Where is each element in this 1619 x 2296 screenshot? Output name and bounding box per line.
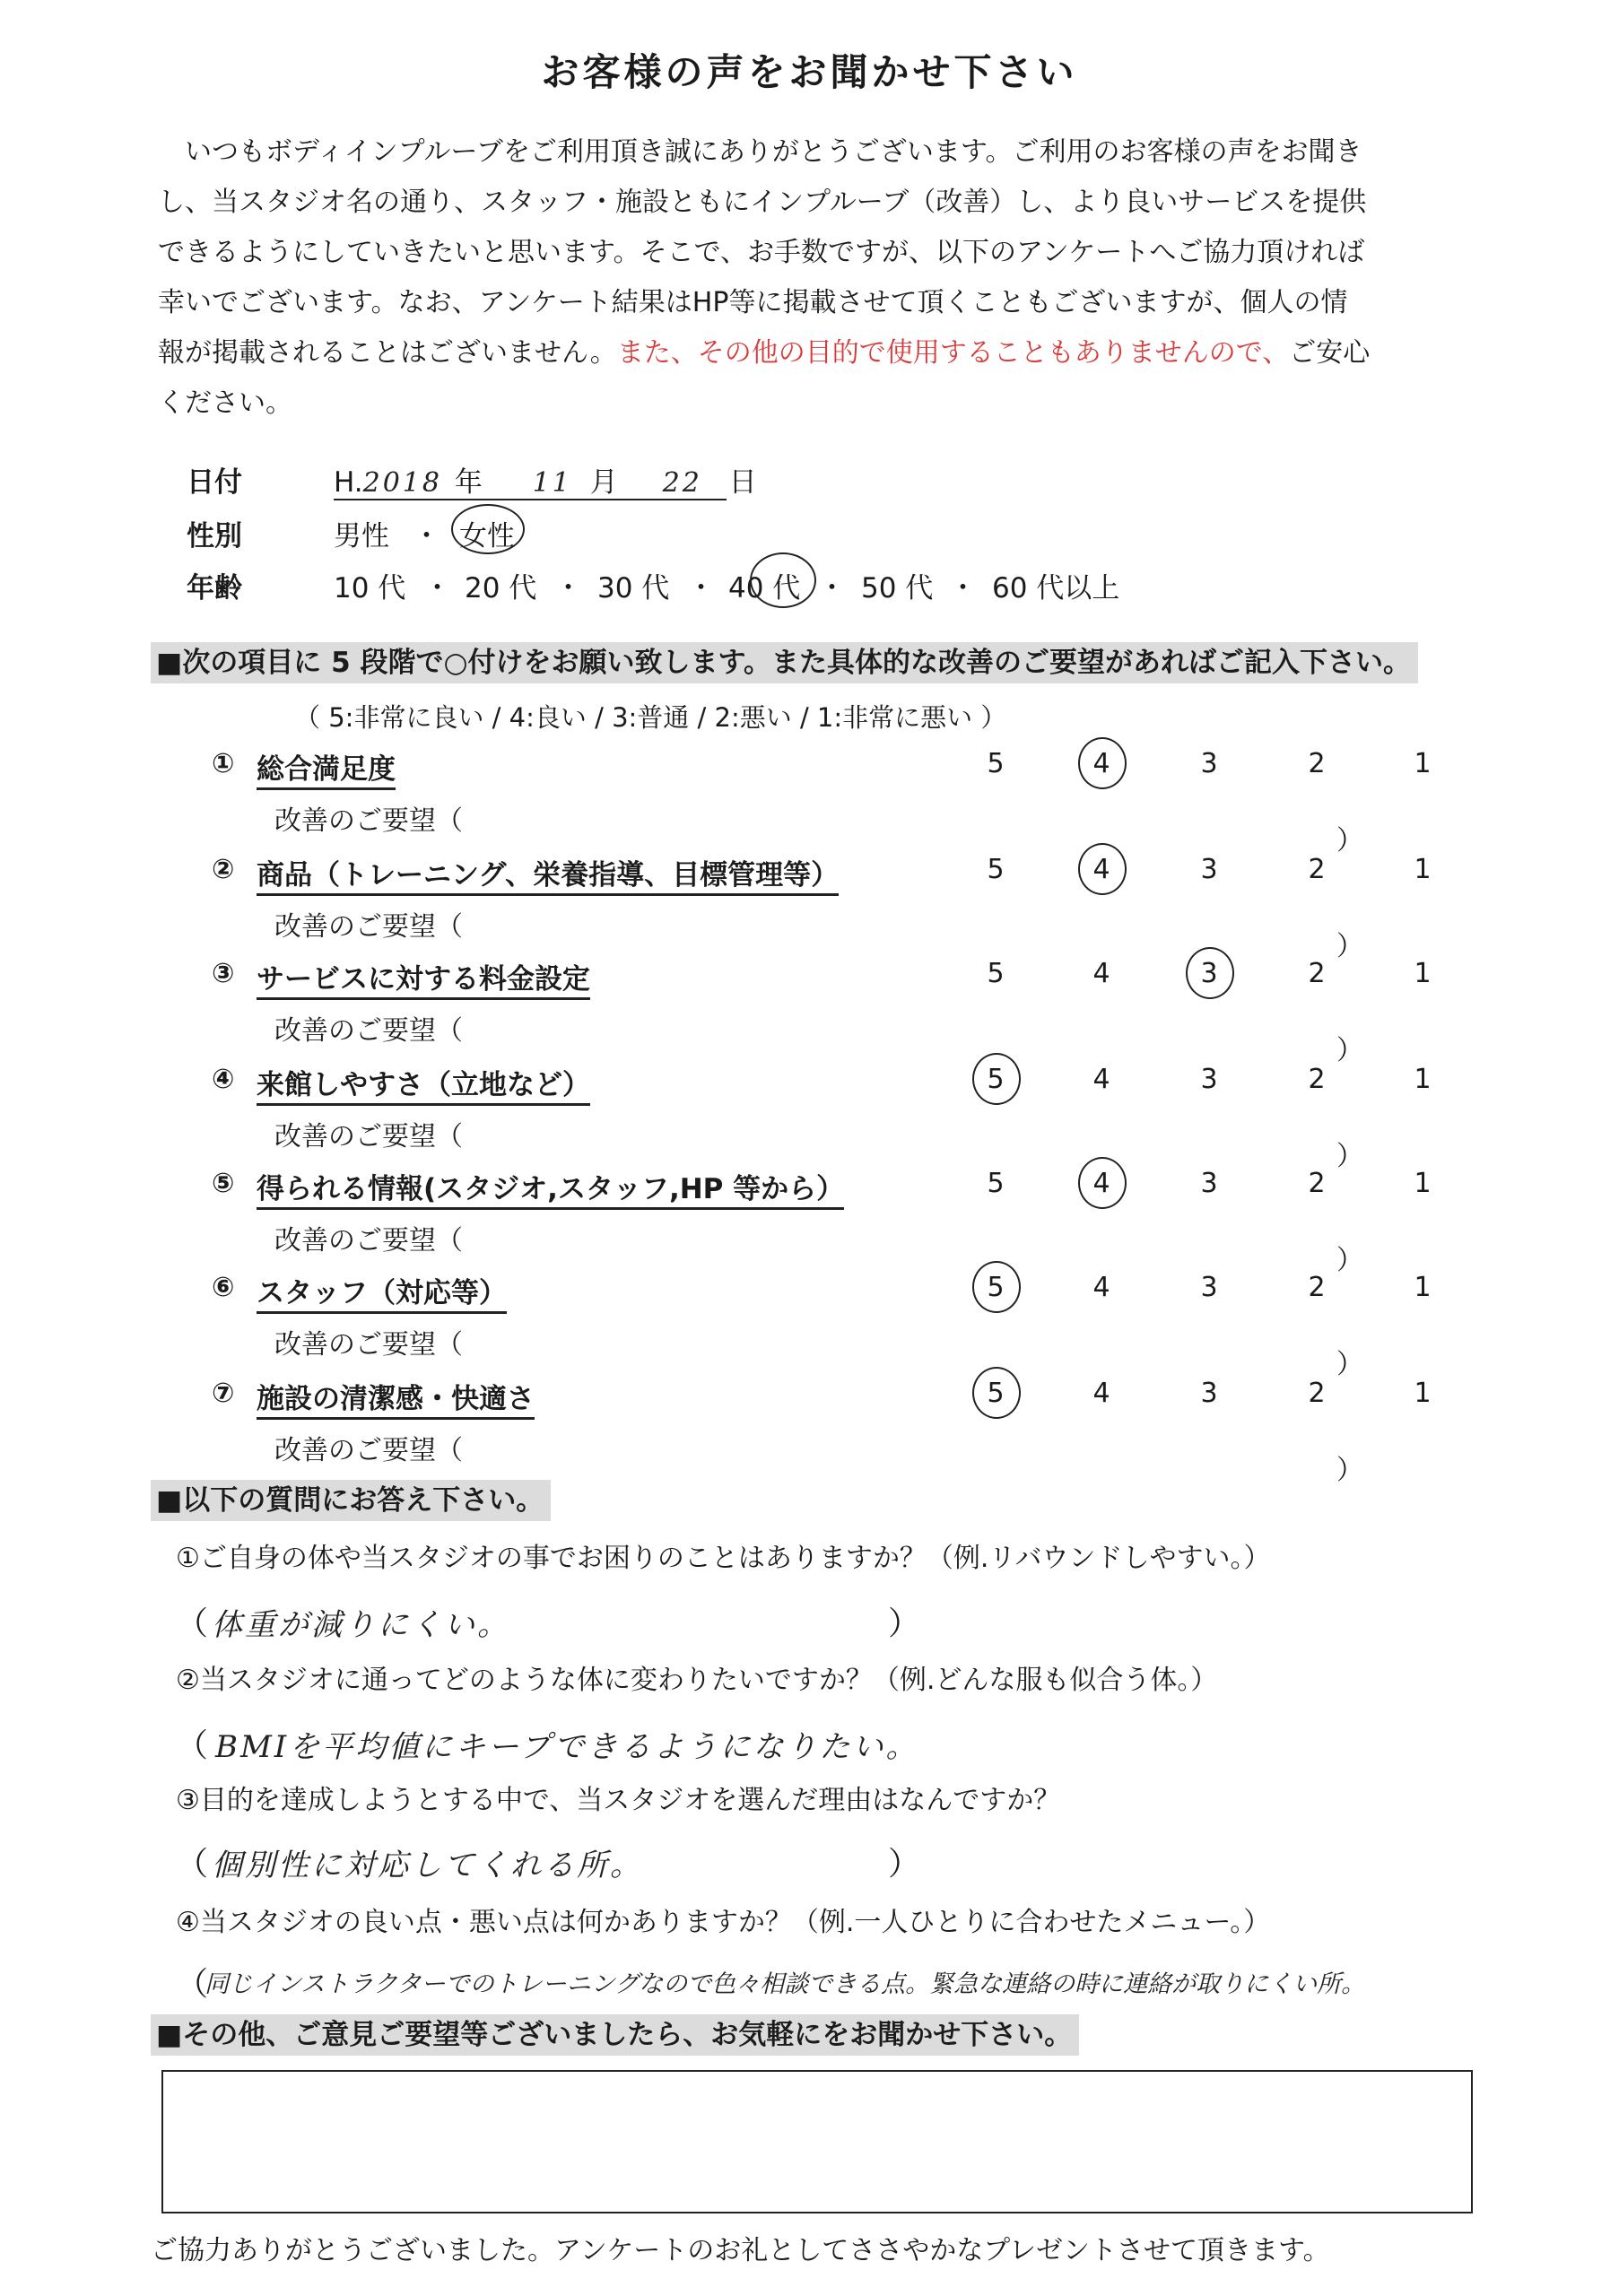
- rating-option-3[interactable]: 3: [1200, 748, 1218, 779]
- rating-option-1[interactable]: 1: [1414, 748, 1432, 779]
- rating-option-4[interactable]: 4: [1092, 854, 1110, 885]
- answer-open-paren: （: [176, 1966, 209, 2003]
- rating-option-3[interactable]: 3: [1200, 1064, 1218, 1095]
- improvement-request-label: 改善のご要望（: [274, 911, 463, 943]
- item-label: 商品（トレーニング、栄養指導、目標管理等）: [257, 852, 839, 896]
- date-era: H.: [334, 466, 363, 499]
- gender-label: 性別: [187, 520, 242, 552]
- age-option-60s-plus[interactable]: 60 代以上: [992, 572, 1120, 604]
- improvement-request-field[interactable]: [484, 1322, 1327, 1358]
- intro-line: 幸いでございます。なお、アンケート結果はHP等に掲載させて頂くこともございますが、個人の情: [158, 287, 1348, 318]
- intro-text: 報が掲載されることはございません。: [158, 337, 617, 369]
- question-3: ③目的を達成しようとする中で、当スタジオを選んだ理由はなんですか？: [176, 1785, 1061, 1816]
- question-2: ②当スタジオに通ってどのような体に変わりたいですか？（例.どんな服も似合う体。）: [176, 1665, 1218, 1696]
- age-option-40s[interactable]: 40 代: [728, 572, 801, 604]
- footer-thanks: ご協力ありがとうございました。アンケートのお礼としてささやかなプレゼントさせて頂きます。: [151, 2235, 1330, 2266]
- item-number: ③: [212, 958, 235, 989]
- item-number: ⑤: [212, 1168, 235, 1199]
- rating-option-5[interactable]: 5: [987, 1272, 1005, 1303]
- rating-option-5[interactable]: 5: [987, 1378, 1005, 1409]
- date-month-unit: 月: [589, 466, 618, 499]
- improvement-request-close: ）: [1336, 1349, 1363, 1380]
- improvement-request-close: ）: [1336, 1245, 1363, 1276]
- item-label: 得られる情報(スタジオ,スタッフ,HP 等から）: [257, 1166, 844, 1210]
- rating-section-heading: ■次の項目に 5 段階で○付けをお願い致します。また具体的な改善のご要望があればご記入下さい。: [151, 642, 1418, 683]
- date-day-handwritten: 22: [662, 467, 702, 499]
- improvement-request-label: 改善のご要望（: [274, 1225, 463, 1257]
- age-option-50s[interactable]: 50 代: [861, 572, 934, 604]
- answer-close-paren: ）: [888, 1846, 921, 1883]
- improvement-request-label: 改善のご要望（: [274, 1121, 463, 1152]
- rating-option-2[interactable]: 2: [1308, 854, 1326, 885]
- item-label: 総合満足度: [257, 746, 396, 790]
- improvement-request-field[interactable]: [484, 904, 1327, 940]
- answer-4-handwritten[interactable]: 同じインストラクターでのトレーニングなので色々相談できる点。緊急な連絡の時に連絡が取りにくい所。: [205, 1970, 1366, 1998]
- answer-3-handwritten[interactable]: 個別性に対応してくれる所。: [212, 1848, 643, 1883]
- item-label: スタッフ（対応等）: [257, 1270, 507, 1314]
- item-number: ①: [212, 748, 235, 779]
- answer-open-paren: （: [176, 1605, 209, 1642]
- item-number: ④: [212, 1064, 235, 1095]
- rating-option-5[interactable]: 5: [987, 854, 1005, 885]
- comments-box[interactable]: [161, 2070, 1473, 2213]
- rating-selected-circle: [1078, 843, 1127, 895]
- age-label: 年齢: [187, 572, 242, 604]
- age-option-30s[interactable]: 30 代: [597, 572, 670, 604]
- rating-option-5[interactable]: 5: [987, 1168, 1005, 1199]
- improvement-request-field[interactable]: [484, 1428, 1327, 1464]
- rating-option-2[interactable]: 2: [1308, 1168, 1326, 1199]
- rating-option-1[interactable]: 1: [1414, 1168, 1432, 1199]
- age-separator: ・: [423, 572, 451, 604]
- rating-selected-circle: [972, 1261, 1021, 1313]
- date-year-unit: 年: [454, 466, 483, 499]
- rating-selected-circle: [972, 1367, 1021, 1419]
- improvement-request-label: 改善のご要望（: [274, 1015, 463, 1047]
- gender-selected-circle: [451, 504, 525, 554]
- page-title: お客様の声をお聞かせ下さい: [541, 50, 1078, 94]
- answer-open-paren: （: [176, 1846, 209, 1883]
- item-label: サービスに対する料金設定: [257, 956, 590, 1000]
- rating-selected-circle: [1078, 737, 1127, 789]
- answer-2-handwritten[interactable]: BMIを平均値にキープできるようになりたい。: [215, 1729, 919, 1765]
- age-separator: ・: [687, 572, 715, 604]
- question-1: ①ご自身の体や当スタジオの事でお困りのことはありますか？（例.リバウンドしやすい。）: [176, 1543, 1271, 1574]
- rating-option-3[interactable]: 3: [1200, 1168, 1218, 1199]
- age-option-20s[interactable]: 20 代: [465, 572, 537, 604]
- intro-line: し、当スタジオ名の通り、スタッフ・施設ともにインプルーブ（改善）し、より良いサービスを提供: [158, 187, 1367, 218]
- rating-option-5[interactable]: 5: [987, 748, 1005, 779]
- improvement-request-close: ）: [1336, 1455, 1363, 1486]
- age-selected-circle: [750, 552, 816, 608]
- improvement-request-label: 改善のご要望（: [274, 1435, 463, 1466]
- improvement-request-close: ）: [1336, 825, 1363, 857]
- intro-paragraph: [158, 127, 1467, 429]
- date-month-handwritten: 11: [532, 467, 572, 499]
- rating-option-4[interactable]: 4: [1092, 1064, 1110, 1095]
- answer-1-handwritten[interactable]: 体重が減りにくい。: [212, 1607, 510, 1643]
- improvement-request-label: 改善のご要望（: [274, 1329, 463, 1361]
- rating-option-2[interactable]: 2: [1308, 1064, 1326, 1095]
- rating-option-2[interactable]: 2: [1308, 748, 1326, 779]
- rating-option-3[interactable]: 3: [1200, 958, 1218, 989]
- improvement-request-field[interactable]: [484, 1114, 1327, 1150]
- comments-section-heading: ■その他、ご意見ご要望等ございましたら、お気軽にをお聞かせ下さい。: [151, 2014, 1079, 2056]
- item-label: 施設の清潔感・快適さ: [257, 1376, 535, 1420]
- answer-open-paren: （: [176, 1727, 209, 1764]
- answer-close-paren: ）: [888, 1605, 921, 1642]
- rating-option-2[interactable]: 2: [1308, 1378, 1326, 1409]
- date-label: 日付: [187, 466, 242, 499]
- rating-option-3[interactable]: 3: [1200, 854, 1218, 885]
- rating-option-1[interactable]: 1: [1414, 958, 1432, 989]
- rating-option-1[interactable]: 1: [1414, 1064, 1432, 1095]
- questions-section-heading: ■以下の質問にお答え下さい。: [151, 1480, 551, 1521]
- improvement-request-label: 改善のご要望（: [274, 805, 463, 837]
- rating-option-3[interactable]: 3: [1200, 1378, 1218, 1409]
- rating-selected-circle: [972, 1053, 1021, 1105]
- gender-male-option[interactable]: 男性: [334, 520, 389, 552]
- rating-selected-circle: [1078, 1157, 1127, 1209]
- rating-scale-legend: （ 5:非常に良い / 4:良い / 3:普通 / 2:悪い / 1:非常に悪い ）: [294, 702, 1007, 733]
- date-year-handwritten: 2018: [362, 467, 442, 499]
- age-separator: ・: [949, 572, 977, 604]
- rating-option-1[interactable]: 1: [1414, 854, 1432, 885]
- rating-option-4[interactable]: 4: [1092, 748, 1110, 779]
- age-separator: ・: [554, 572, 582, 604]
- rating-option-5[interactable]: 5: [987, 1064, 1005, 1095]
- rating-option-2[interactable]: 2: [1308, 1272, 1326, 1303]
- gender-female-option[interactable]: 女性: [459, 520, 515, 552]
- intro-text: ご安心: [1289, 337, 1371, 369]
- question-4: ④当スタジオの良い点・悪い点は何かありますか？（例.一人ひとりに合わせたメニュー。）: [176, 1907, 1271, 1938]
- intro-line: いつもボディインプルーブをご利用頂き誠にありがとうございます。ご利用のお客様の声をお聞き: [185, 136, 1362, 168]
- improvement-request-close: ）: [1336, 1141, 1363, 1172]
- item-number: ⑦: [212, 1378, 235, 1409]
- gender-separator: ・: [413, 520, 440, 552]
- date-day-unit: 日: [728, 466, 757, 499]
- rating-option-3[interactable]: 3: [1200, 1272, 1218, 1303]
- item-number: ②: [212, 854, 235, 885]
- intro-red-text: また、その他の目的で使用することもありませんので、: [616, 337, 1290, 369]
- intro-line: できるようにしていきたいと思います。そこで、お手数ですが、以下のアンケートへご協力頂ければ: [158, 237, 1365, 268]
- rating-selected-circle: [1186, 947, 1234, 999]
- intro-line: [158, 328, 1467, 378]
- improvement-request-field[interactable]: [484, 798, 1327, 834]
- rating-option-4[interactable]: 4: [1092, 958, 1110, 989]
- date-field[interactable]: [334, 459, 757, 500]
- rating-option-1[interactable]: 1: [1414, 1378, 1432, 1409]
- improvement-request-field[interactable]: [484, 1008, 1327, 1044]
- age-separator: ・: [818, 572, 846, 604]
- item-number: ⑥: [212, 1272, 235, 1303]
- rating-option-4[interactable]: 4: [1092, 1168, 1110, 1199]
- intro-line: ください。: [158, 387, 292, 419]
- rating-option-4[interactable]: 4: [1092, 1378, 1110, 1409]
- item-label: 来館しやすさ（立地など）: [257, 1062, 590, 1106]
- improvement-request-close: ）: [1336, 931, 1363, 962]
- rating-option-1[interactable]: 1: [1414, 1272, 1432, 1303]
- age-option-10s[interactable]: 10 代: [334, 572, 406, 604]
- improvement-request-close: ）: [1336, 1035, 1363, 1066]
- rating-option-2[interactable]: 2: [1308, 958, 1326, 989]
- improvement-request-field[interactable]: [484, 1218, 1327, 1254]
- rating-option-5[interactable]: 5: [987, 958, 1005, 989]
- rating-option-4[interactable]: 4: [1092, 1272, 1110, 1303]
